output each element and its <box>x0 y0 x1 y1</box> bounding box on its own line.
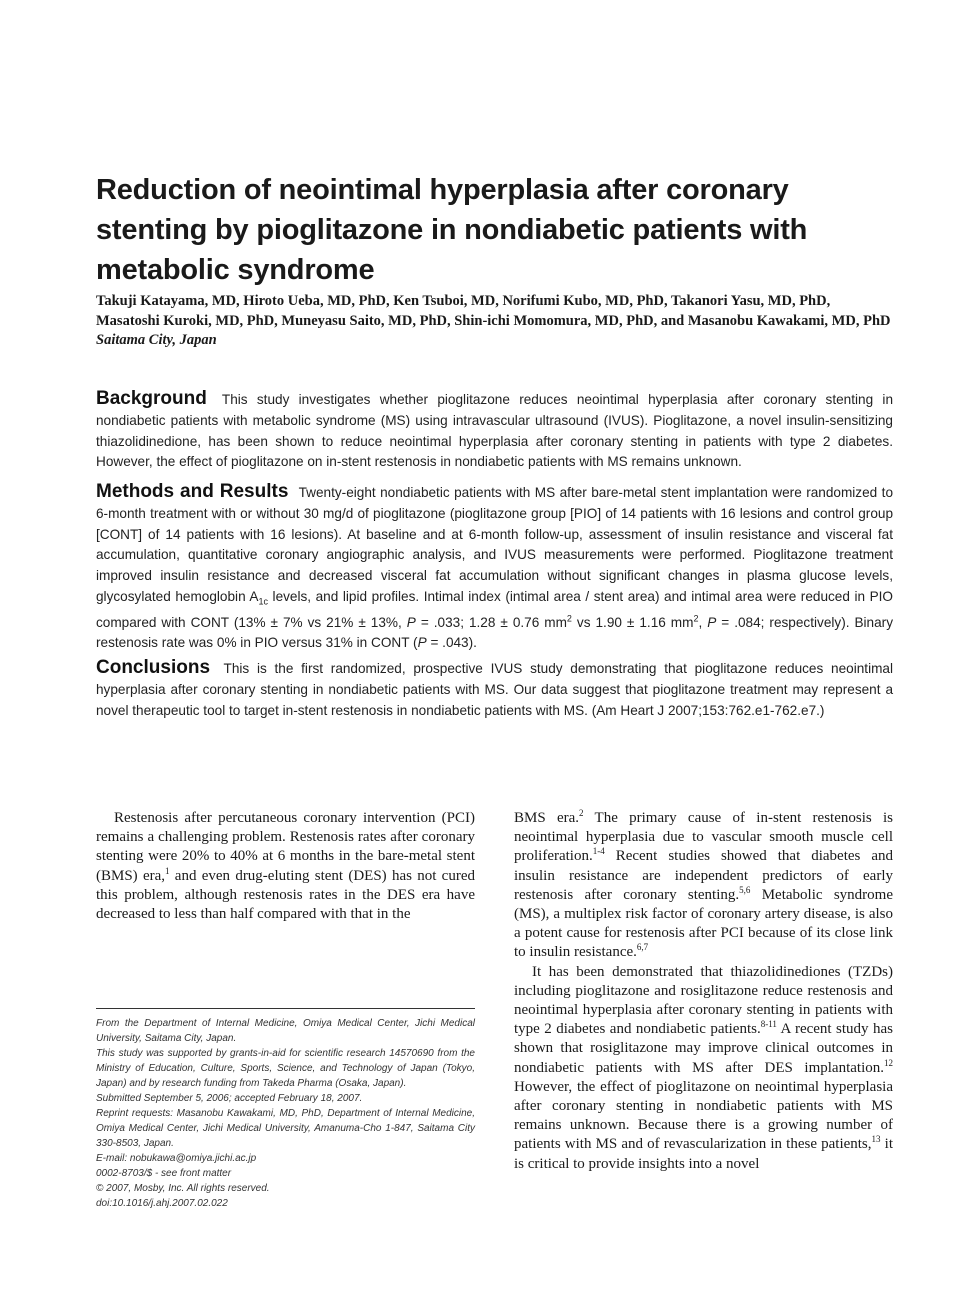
body-text: The primary cause of in-stent restenosis is neointimal hyperplasia due to vascular smooth muscle cell proliferation. <box>514 810 893 865</box>
citation-ref[interactable]: 1 <box>165 865 170 876</box>
citation-ref[interactable]: 13 <box>871 1134 881 1145</box>
subscript-1c: 1c <box>258 596 269 607</box>
body-column-left <box>96 809 475 924</box>
body-text: it is critical to provide insights into a novel <box>514 1136 893 1172</box>
body-text: It has been demonstrated that thiazolidinediones (TZDs) including pioglitazone and rosiglitazone reduce restenosis and neointimal hyperplasia after coronary stenting in patients with type 2 diabetes and nondiabetic patients. <box>514 963 893 1038</box>
citation-ref[interactable]: 2 <box>579 808 584 818</box>
p-value-label: P <box>417 635 427 651</box>
article-title: Reduction of neointimal hyperplasia after coronary stenting by pioglitazone in nondiabetic patients with metabolic syndrome <box>96 174 808 286</box>
methods-text: = .043). <box>426 635 477 651</box>
body-column-right <box>514 809 893 1174</box>
footnote-email[interactable]: E-mail: nobukawa@omiya.jichi.ac.jp <box>96 1153 257 1164</box>
abstract-background <box>96 389 893 473</box>
author-location: Saitama City, Japan <box>96 332 217 348</box>
author-list <box>96 292 896 351</box>
methods-text: vs 1.90 ± 1.16 mm <box>571 614 694 630</box>
footnote-support: This study was supported by grants-in-aid for scientific research 14570690 from the Ministry of Education, Culture, Sports, Science, and Technology of Japan (Tokyo, Japan) and by research funding from Takeda Pharma (Osaka, Japan). <box>96 1048 475 1089</box>
citation-ref[interactable]: 5,6 <box>739 884 751 895</box>
abstract-methods-results <box>96 482 893 654</box>
citation-ref[interactable]: 8-11 <box>760 1019 777 1030</box>
footnote-affiliation: From the Department of Internal Medicine, Omiya Medical Center, Jichi Medical University, Saitama City, Japan. <box>96 1018 475 1044</box>
footnote-issn: 0002-8703/$ - see front matter <box>96 1168 232 1179</box>
body-paragraph <box>514 963 893 1174</box>
p-value-label: P <box>707 614 717 630</box>
citation-ref[interactable]: 12 <box>884 1057 893 1068</box>
footnotes <box>96 1016 475 1211</box>
citation-ref[interactable]: 1-4 <box>592 846 605 857</box>
methods-text: = .084; respectively). Binary restenosis rate was 0% in PIO versus 31% in CONT ( <box>96 614 894 651</box>
conclusions-text: This is the first randomized, prospective IVUS study demonstrating that pioglitazone reduces neointimal hyperplasia after coronary stenting in nondiabetic patients with MS. Our data suggest that pioglitazone treatment may represent a novel therapeutic tool to target in-stent restenosis in nondiabetic patients with MS. (Am Heart J 2007;153:762.e1-762.e7.) <box>96 661 893 718</box>
methods-text: Twenty-eight nondiabetic patients with MS after bare-metal stent implantation were randomized to 6-month treatment with or without 30 mg/d of pioglitazone (pioglitazone group [PIO] of 14 patients with 16 lesions and control group [CONT] of 14 patients with 16 lesions). At baseline and at 6-month follow-up, assessment of insulin resistance and visceral fat accumulation, quantitative coronary angiographic analysis, and IVUS measurements were performed. Pioglitazone treatment improved insulin resistance and decreased visceral fat accumulation without significant changes in plasma glucose levels, glycosylated hemoglobin A <box>96 485 894 604</box>
superscript-2: 2 <box>693 612 699 623</box>
methods-text: , <box>698 614 708 630</box>
body-text: Restenosis after percutaneous coronary intervention (PCI) remains a challenging problem. Restenosis rates after coronary stenting were 20% to 40% at 6 months in the bare-metal stent (BMS) era, <box>96 810 475 884</box>
body-text: However, the effect of pioglitazone on neointimal hyperplasia after coronary stenting in nondiabetic patients with MS remains unknown. Because there is a growing number of patients with MS and of revascularization in these patients, <box>514 1078 893 1153</box>
conclusions-heading: Conclusions <box>96 657 211 678</box>
background-heading: Background <box>96 388 207 409</box>
methods-text: = .033; 1.28 ± 0.76 mm <box>415 614 567 630</box>
background-text: This study investigates whether pioglitazone reduces neointimal hyperplasia after coronary stenting in nondiabetic patients with metabolic syndrome (MS) using intravascular ultrasound (IVUS). Pioglitazone, a novel insulin-sensitizing thiazolidinedione, has been shown to reduce neointimal hyperplasia after coronary stenting in patients with type 2 diabetes. However, the effect of pioglitazone on in-stent restenosis in nondiabetic patients with MS remains unknown. <box>96 392 894 470</box>
footnote-doi[interactable]: doi:10.1016/j.ahj.2007.02.022 <box>96 1198 228 1209</box>
body-paragraph <box>96 809 475 924</box>
body-paragraph <box>514 809 893 963</box>
citation-ref[interactable]: 6,7 <box>636 942 649 953</box>
abstract-conclusions <box>96 658 893 721</box>
body-text: A recent study has shown that rosiglitazone may improve clinical outcomes in nondiabetic patients with MS after DES implantation. <box>514 1021 893 1076</box>
footnote-reprint: Reprint requests: Masanobu Kawakami, MD, PhD, Department of Internal Medicine, Omiya Medical Center, Jichi Medical University, Amanuma-Cho 1-847, Saitama City 330-8503, Japan. <box>96 1108 475 1149</box>
footnote-copyright: © 2007, Mosby, Inc. All rights reserved. <box>96 1183 270 1194</box>
methods-text: levels, and lipid profiles. Intimal index (intimal area / stent area) and intimal area were reduced in PIO compared with CONT (13% ± 7% vs 21% ± 13%, <box>96 588 894 630</box>
superscript-2: 2 <box>566 612 572 623</box>
body-text: Metabolic syndrome (MS), a multiplex risk factor of coronary artery disease, is also a potent cause for restenosis after PCI because of its close link to insulin resistance. <box>514 886 893 961</box>
footnote-dates: Submitted September 5, 2006; accepted February 18, 2007. <box>96 1093 363 1104</box>
authors-text: Takuji Katayama, MD, Hiroto Ueba, MD, PhD, Ken Tsuboi, MD, Norifumi Kubo, MD, PhD, Takanori Yasu, MD, PhD, Masatoshi Kuroki, MD, PhD, Muneyasu Saito, MD, PhD, Shin-ichi Momomura, MD, PhD, and Masanobu Kawakami, MD, PhD <box>96 293 891 329</box>
methods-heading: Methods and Results <box>96 481 289 502</box>
body-text: BMS era. <box>514 810 580 826</box>
p-value-label: P <box>406 614 416 630</box>
body-text: Recent studies showed that diabetes and insulin resistance are independent predictors of early restenosis after coronary stenting. <box>514 848 893 903</box>
footnote-divider <box>96 1008 475 1009</box>
body-text: and even drug-eluting stent (DES) has not cured this problem, although restenosis rates in the DES era have decreased to less than half compared with that in the <box>96 867 475 923</box>
